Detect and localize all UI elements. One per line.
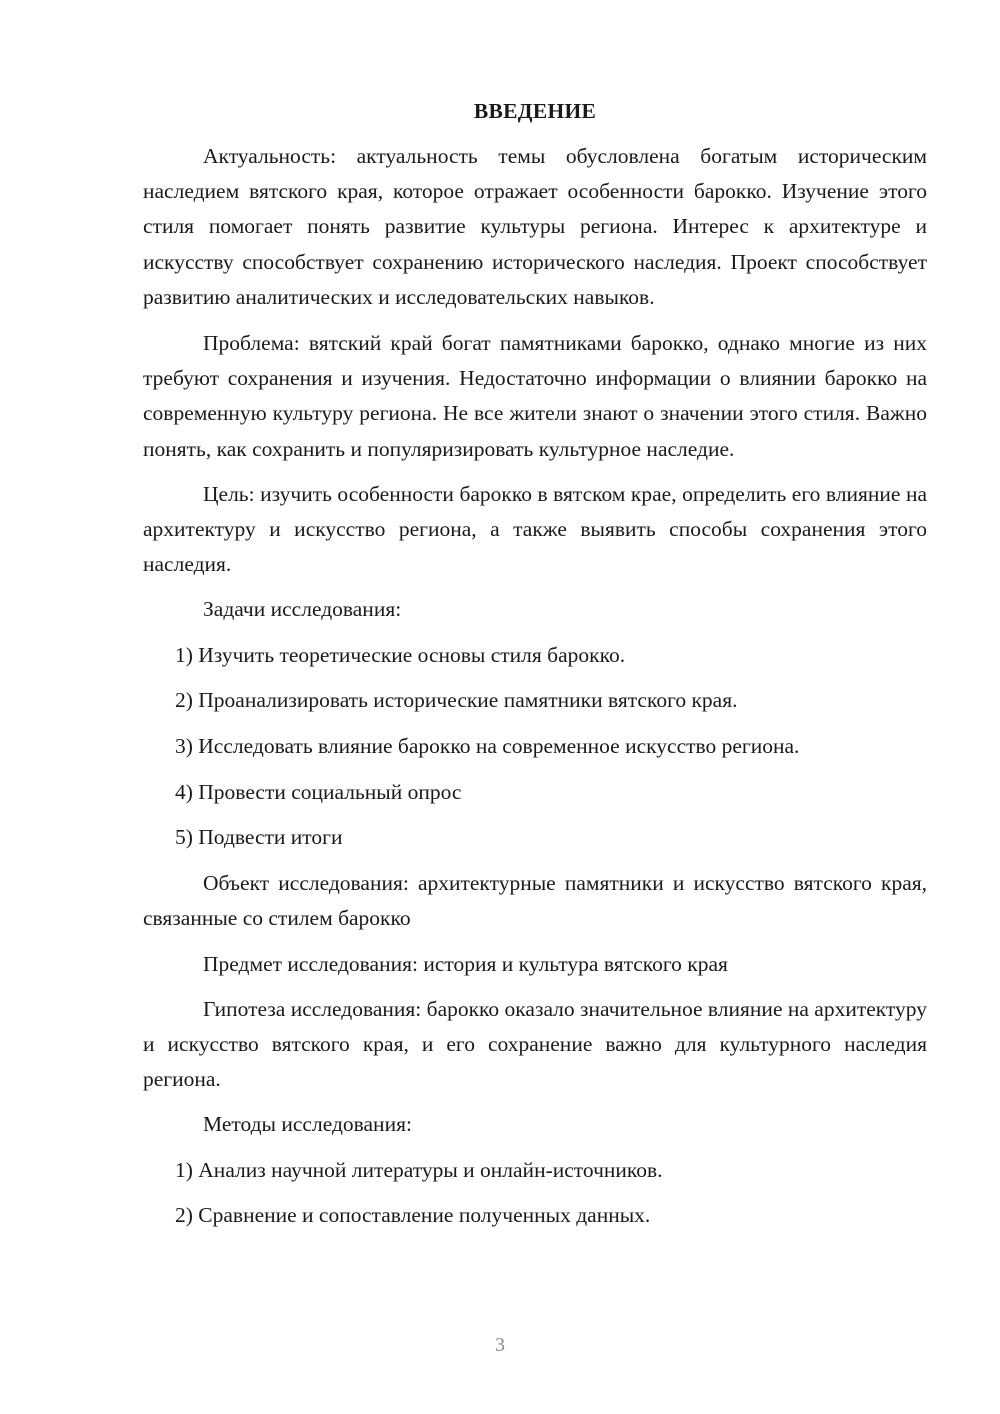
tasks-heading: Задачи исследования: [203,597,402,622]
page-number: 3 [495,1334,505,1356]
object-paragraph: Объект исследования: архитектурные памятники и искусство вятского края, связанные со стилем барокко [143,871,927,931]
task-item: 5) Подвести итоги [175,825,343,850]
subject-paragraph: Предмет исследования: история и культура вятского края [203,951,728,976]
task-item: 1) Изучить теоретические основы стиля барокко. [175,642,626,667]
task-item: 4) Провести социальный опрос [175,779,462,804]
method-item: 1) Анализ научной литературы и онлайн-источников. [175,1157,663,1182]
task-item: 2) Проанализировать исторические памятники вятского края. [175,688,738,713]
tasks-list [143,638,927,856]
method-item: 2) Сравнение и сопоставление полученных данных. [175,1203,651,1228]
hypothesis-paragraph: Гипотеза исследования: барокко оказало значительное влияние на архитектуру и искусство вятского края, и его сохранение важно для культурного наследия региона. [143,996,928,1092]
goal-paragraph: Цель: изучить особенности барокко в вятском крае, определить его влияние на архитектуру и искусство региона, а также выявить способы сохранения этого наследия. [143,481,927,577]
methods-list [143,1153,927,1234]
problem-paragraph: Проблема: вятский край богат памятниками барокко, однако многие из них требуют сохранения и изучения. Недостаточно информации о влиянии барокко на современную культуру региона. Не все жители знают о значении этого стиля. Важно понять, как сохранить и популяризировать культурное наследие. [143,331,927,461]
section-title: ВВЕДЕНИЕ [473,99,597,123]
document-page [143,95,927,1244]
relevance-paragraph: Актуальность: актуальность темы обусловлена богатым историческим наследием вятского края, которое отражает особенности барокко. Изучение этого стиля помогает понять развитие культуры региона. Интерес к архитектуре и искусству способствует сохранению исторического наследия. Проект способствует развитию аналитических и исследовательских навыков. [143,144,927,309]
methods-heading: Методы исследования: [203,1112,412,1137]
task-item: 3) Исследовать влияние барокко на современное искусство региона. [175,734,800,759]
